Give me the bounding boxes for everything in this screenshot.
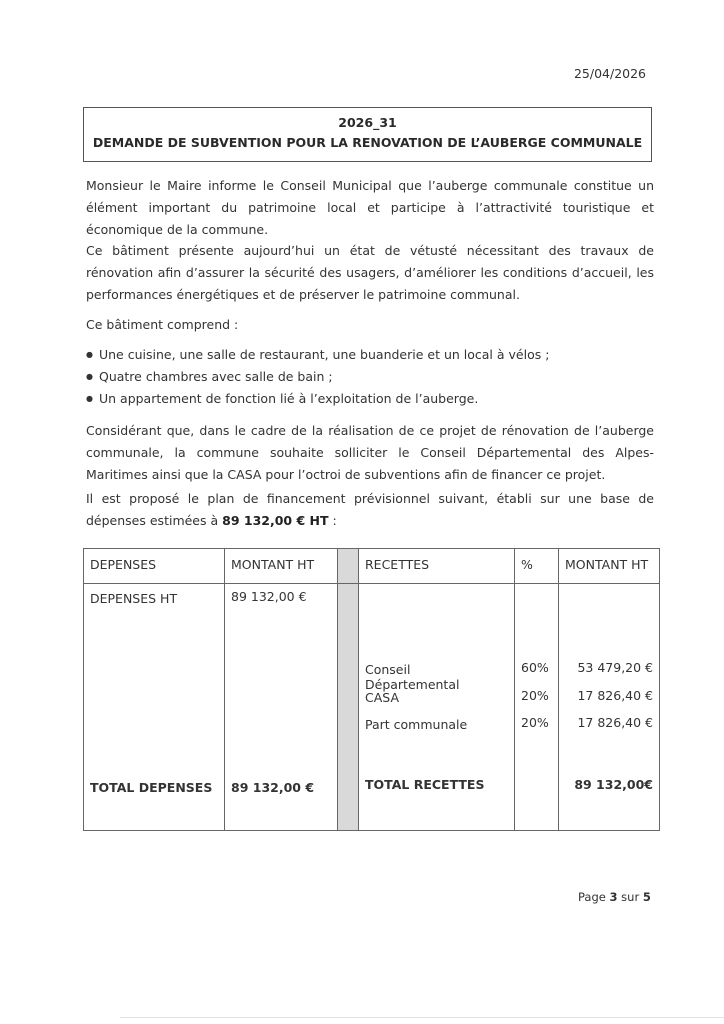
- paragraph-considerant: Considérant que, dans le cadre de la réalisation de ce projet de rénovation de l’auberge communale, la commune souhaite solliciter le Conseil Départemental des Alpes- Maritimes ainsi que la CASA pour l’octroi de subventions afin de financer ce projet.: [86, 423, 654, 482]
- recette-amount: 17 826,40 €: [577, 688, 653, 703]
- title-box: [83, 107, 652, 162]
- recette-percent: 20%: [521, 715, 549, 730]
- header-recettes: RECETTES: [365, 557, 430, 572]
- list-item: ● Une cuisine, une salle de restaurant, une buanderie et un local à vélos ;: [86, 345, 549, 367]
- header-percent: %: [521, 557, 533, 572]
- scan-edge-line: [120, 1017, 724, 1018]
- total-recettes-label: TOTAL RECETTES: [365, 777, 485, 792]
- header-depenses: DEPENSES: [90, 557, 157, 572]
- financing-text: Il est proposé le plan de financement prévisionnel suivant, établi sur une base de dépenses estimées à: [86, 491, 654, 528]
- paragraph-intro: Monsieur le Maire informe le Conseil Municipal que l’auberge communale constitue un élément important du patrimoine local et participe à l’attractivité touristique et économique de la commune.: [86, 178, 654, 237]
- paragraph-financing: [86, 488, 654, 532]
- list-item: ● Un appartement de fonction lié à l’exploitation de l’auberge.: [86, 389, 549, 411]
- header-montant-depenses: MONTANT HT: [231, 557, 315, 572]
- financing-table: [83, 548, 660, 831]
- page-prefix: Page: [578, 890, 610, 904]
- financing-amount: 89 132,00 € HT: [222, 513, 329, 528]
- separator-column: [338, 584, 359, 831]
- recette-label: Conseil Départemental: [365, 662, 460, 692]
- total-depenses-label: TOTAL DEPENSES: [90, 780, 213, 795]
- deliberation-number: 2026_31: [338, 115, 397, 130]
- recette-amount: 53 479,20 €: [577, 660, 653, 675]
- page-total: 5: [642, 890, 651, 904]
- table-header-row: [84, 549, 660, 584]
- building-features-list: [86, 345, 549, 411]
- page-number: [578, 890, 651, 904]
- document-title: DEMANDE DE SUBVENTION POUR LA RENOVATION DE L’AUBERGE COMMUNALE: [92, 135, 643, 150]
- financing-suffix: :: [328, 513, 337, 528]
- total-depenses-amount: 89 132,00 €: [231, 780, 315, 795]
- list-item: ● Quatre chambres avec salle de bain ;: [86, 367, 549, 389]
- recette-label: CASA: [365, 690, 399, 705]
- paragraph-building: Ce bâtiment comprend :: [86, 317, 239, 332]
- page-current: 3: [609, 890, 618, 904]
- recette-percent: 20%: [521, 688, 549, 703]
- document-date: 25/04/2026: [573, 66, 646, 81]
- recette-label: Part communale: [365, 717, 468, 732]
- depense-label: DEPENSES HT: [90, 591, 178, 606]
- recette-amount: 17 826,40 €: [577, 715, 653, 730]
- recette-percent: 60%: [521, 660, 549, 675]
- table-row: [84, 584, 660, 831]
- header-montant-recettes: MONTANT HT: [565, 557, 649, 572]
- page-mid: sur: [617, 890, 643, 904]
- paragraph-condition: Ce bâtiment présente aujourd’hui un état de vétusté nécessitant des travaux de rénovation afin d’assurer la sécurité des usagers, d’améliorer les conditions d’accueil, les performances énergétiques et de préserver le patrimoine communal.: [86, 243, 654, 302]
- total-recettes-amount: 89 132,00€: [574, 777, 653, 792]
- depense-amount: 89 132,00 €: [231, 589, 307, 604]
- separator-column: [338, 549, 359, 584]
